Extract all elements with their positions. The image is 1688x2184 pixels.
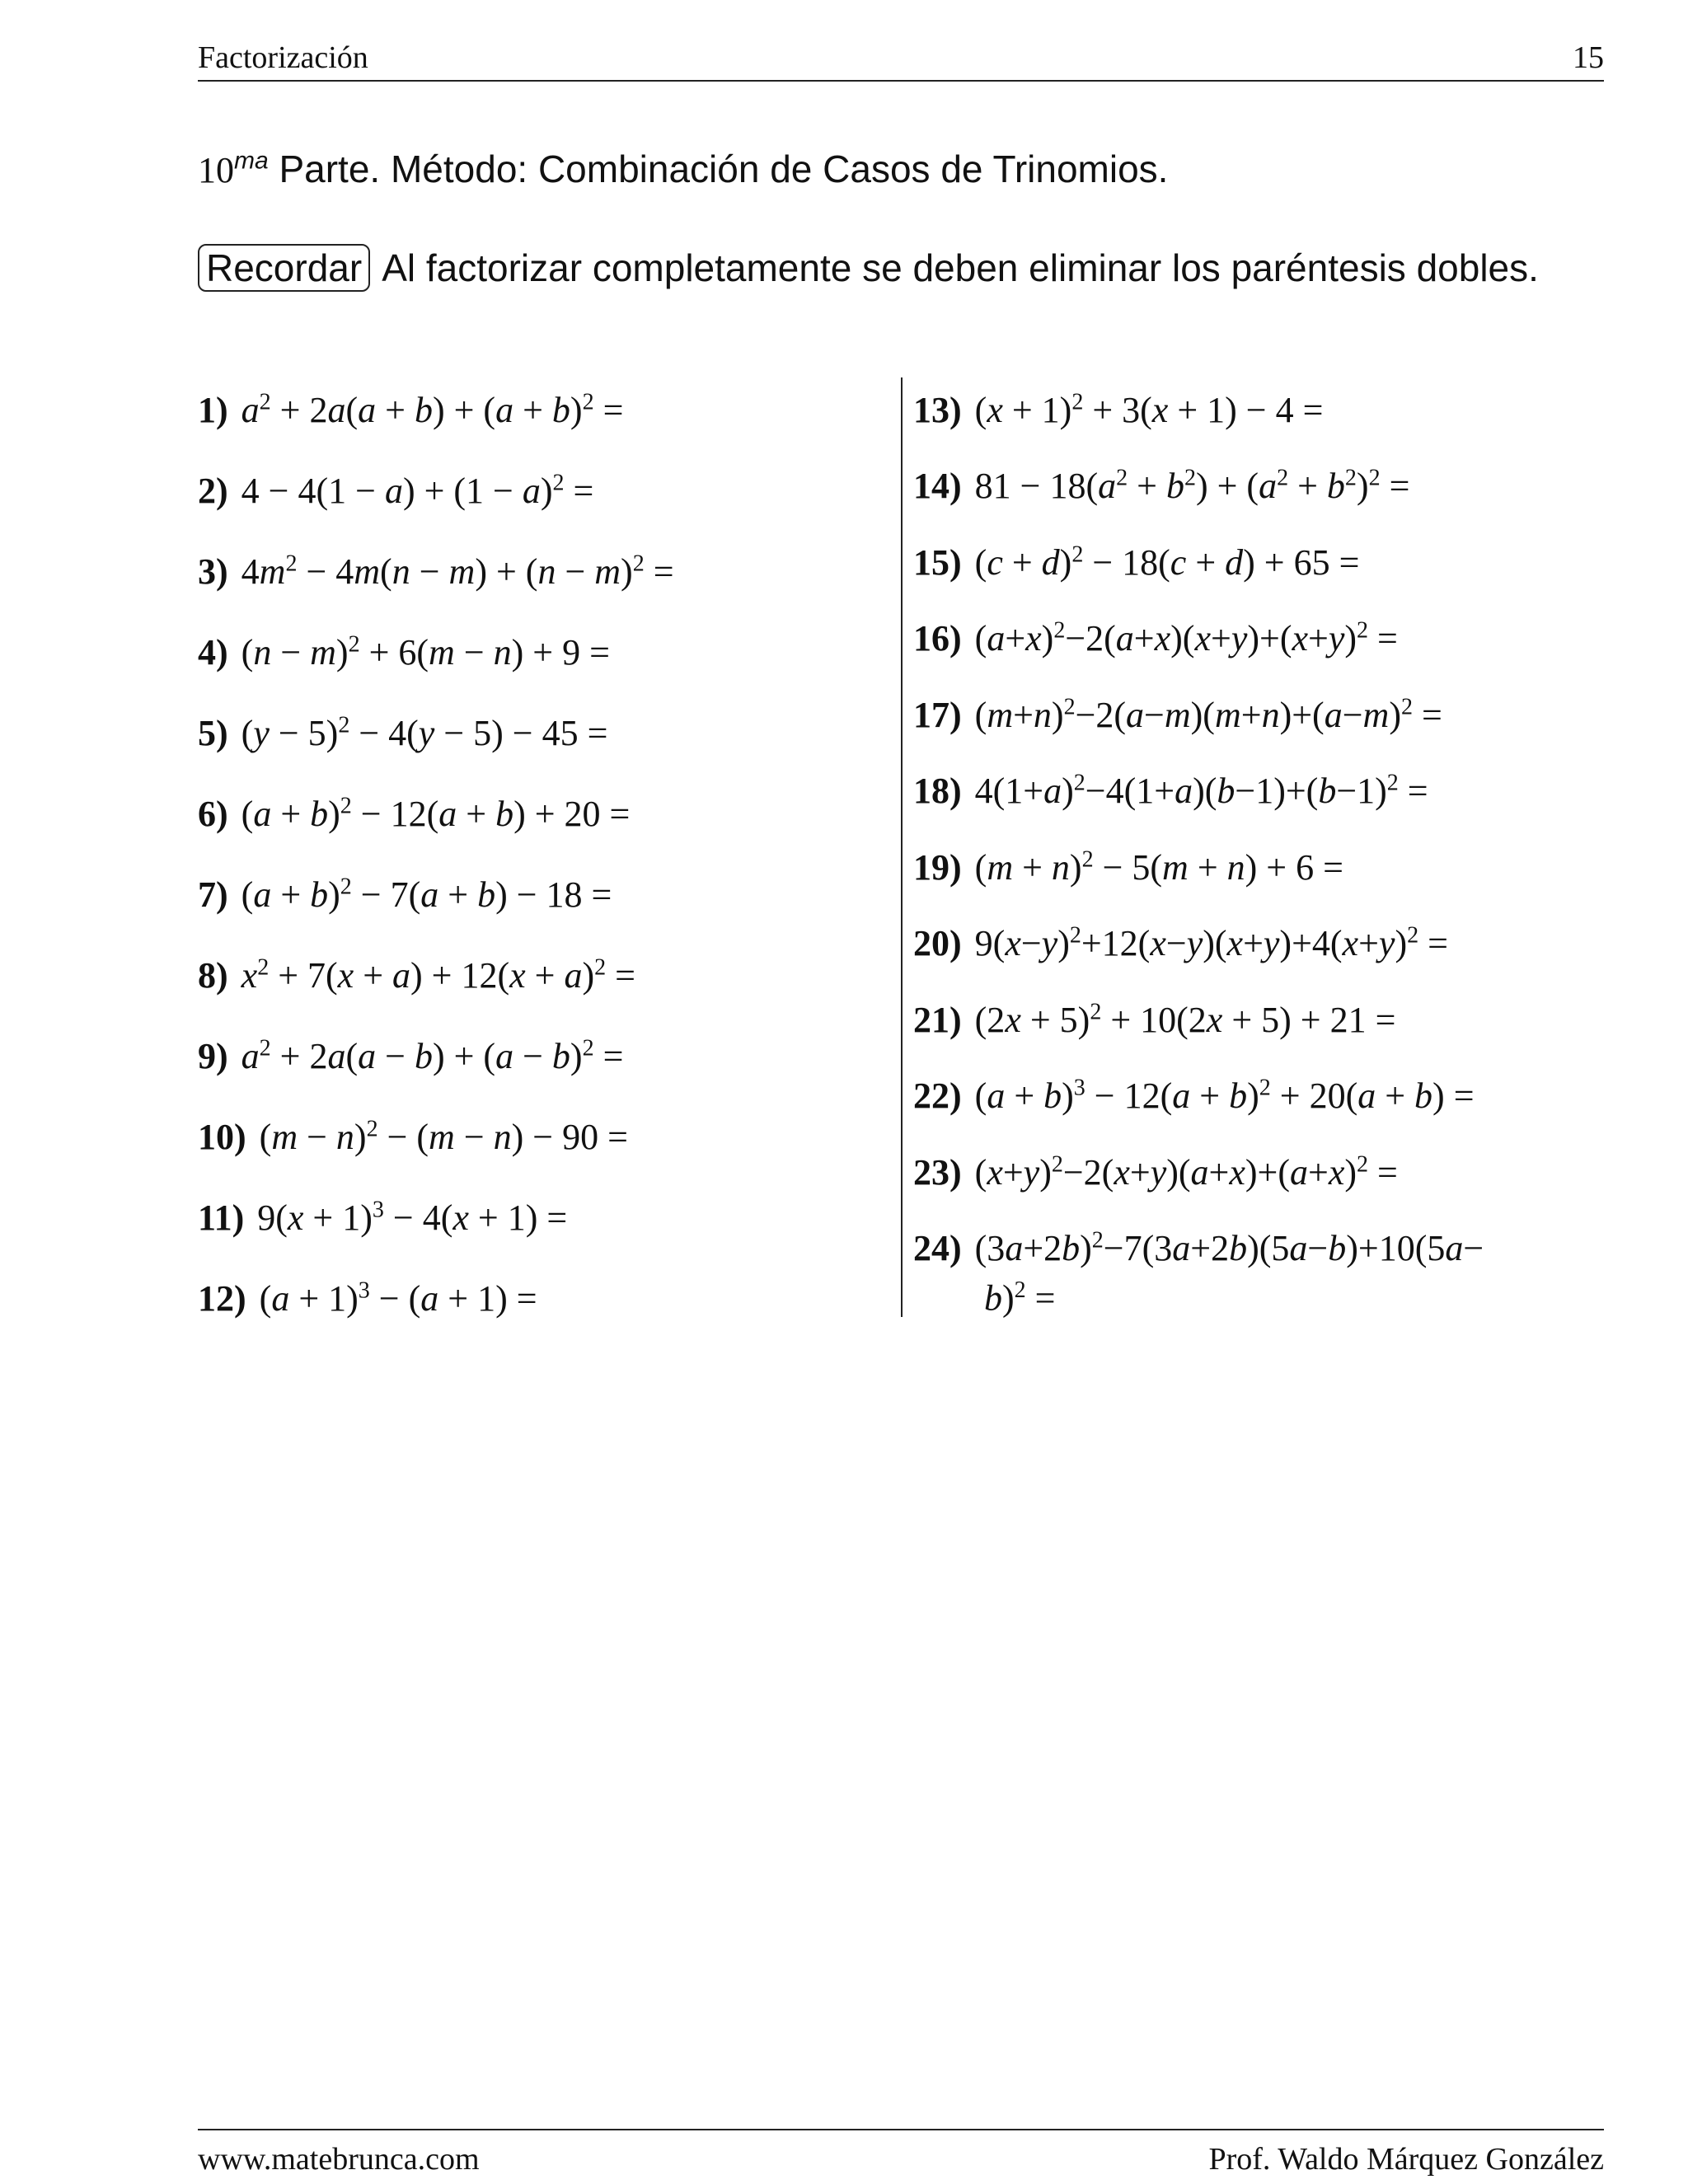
exercise-expression: $(3a+2b)^2-7(3a+2b)(5a-b)+10(5a-$: [974, 1227, 1484, 1269]
column-divider: [901, 377, 903, 1317]
exercise-item: [913, 1216, 1484, 1319]
exercise-item: [913, 454, 1409, 512]
exercise-item: [198, 620, 610, 677]
exercise-item: [198, 943, 635, 1001]
exercise-item: [913, 1140, 1398, 1197]
exercise-expression-continued: b)$^2$ =: [984, 1277, 1056, 1319]
exercise-item: [913, 377, 1323, 435]
exercise-expression: $x^2 + 7(x + a) + 12(x + a)^2$ =: [241, 954, 635, 996]
exercise-expression: $(x+y)^2-2(x+y)(a+x)+(a+x)^2$ =: [974, 1151, 1398, 1193]
reminder-label: Recordar: [198, 244, 370, 292]
exercise-number: 12): [198, 1277, 246, 1319]
exercise-expression: $(a + b)^3 - 12(a + b)^2 + 20(a + b)$ =: [974, 1075, 1475, 1117]
exercise-number: 1): [198, 389, 228, 430]
exercise-item: [198, 539, 674, 597]
exercise-number: 11): [198, 1197, 245, 1238]
exercise-number: 2): [198, 470, 228, 511]
exercise-expression: $(n - m)^2 + 6(m - n) + 9$ =: [241, 631, 610, 673]
exercise-number: 20): [913, 923, 962, 964]
part-title-text: Parte. Método: Combinación de Casos de Trinomios.: [268, 148, 1169, 190]
exercise-number: 21): [913, 999, 962, 1040]
exercise-expression: $9(x + 1)^3 - 4(x + 1)$ =: [257, 1197, 568, 1238]
exercise-item: [198, 781, 630, 839]
exercise-number: 24): [913, 1228, 962, 1269]
page-header: [198, 40, 1604, 76]
exercise-number: 22): [913, 1076, 962, 1117]
exercise-expression: $4(1+a)^2-4(1+a)(b-1)+(b-1)^2$ =: [974, 770, 1428, 812]
exercise-number: 19): [913, 846, 962, 888]
exercise-item: [913, 987, 1395, 1045]
footer-author: Prof. Waldo Márquez González: [1208, 2142, 1604, 2177]
exercise-number: 6): [198, 793, 228, 834]
exercise-number: 4): [198, 631, 228, 673]
exercise-expression: $9(x-y)^2+12(x-y)(x+y)+4(x+y)^2$ =: [974, 922, 1448, 964]
header-rule: [198, 80, 1604, 82]
exercise-expression: $4 - 4(1 - a) + (1 - a)^2$ =: [241, 470, 594, 511]
exercise-item: [198, 1185, 567, 1243]
page-footer: [198, 2141, 1604, 2177]
exercise-expression: $a^2 + 2a(a - b) + (a - b)^2$ =: [241, 1035, 624, 1076]
exercise-number: 17): [913, 694, 962, 735]
exercise-expression: $(a + b)^2 - 12(a + b) + 20$ =: [241, 793, 631, 834]
exercise-item: [198, 1024, 623, 1081]
exercise-number: 9): [198, 1035, 228, 1076]
exercise-number: 7): [198, 874, 228, 915]
exercise-number: 3): [198, 551, 228, 592]
exercise-expression: $(c + d)^2 - 18(c + d) + 65$ =: [974, 541, 1360, 583]
exercise-item: [913, 607, 1398, 664]
exercise-expression: $(m + n)^2 - 5(m + n) + 6$ =: [974, 846, 1343, 888]
section-title: [198, 147, 1168, 191]
exercise-expression: $4m^2 - 4m(n - m) + (n - m)^2$ =: [241, 551, 674, 592]
exercise-item: [198, 862, 612, 920]
exercise-expression: $(2x + 5)^2 + 10(2x + 5) + 21$ =: [974, 999, 1396, 1040]
exercise-expression: $a^2 + 2a(a + b) + (a + b)^2$ =: [241, 389, 624, 430]
reminder-line: [198, 244, 1539, 292]
reminder-text: Al factorizar completamente se deben eliminar los paréntesis dobles.: [382, 246, 1539, 289]
exercise-number: 23): [913, 1151, 962, 1193]
exercise-number: 14): [913, 466, 962, 507]
footer-website: www.matebrunca.com: [198, 2142, 480, 2177]
exercise-item: [198, 1266, 537, 1324]
exercise-number: 18): [913, 771, 962, 812]
exercise-expression: $(a + b)^2 - 7(a + b) - 18$ =: [241, 874, 612, 915]
exercise-item: [913, 912, 1448, 969]
exercise-item: [913, 1064, 1475, 1122]
exercise-number: 15): [913, 541, 962, 583]
exercise-expression: $(y - 5)^2 - 4(y - 5) - 45$ =: [241, 712, 608, 753]
exercise-number: 10): [198, 1116, 246, 1157]
exercise-item: [913, 759, 1428, 817]
exercise-item: [913, 682, 1442, 740]
exercise-expression: $(a+x)^2-2(a+x)(x+y)+(x+y)^2$ =: [974, 617, 1398, 659]
exercise-expression: $(a + 1)^3 - (a + 1)$ =: [259, 1277, 537, 1319]
footer-rule: [198, 2129, 1604, 2130]
exercise-expression: $81 - 18(a^2 + b^2) + (a^2 + b^2)^2$ =: [974, 465, 1410, 507]
part-ordinal-sup: ma: [234, 147, 269, 175]
exercise-item: [198, 1104, 628, 1162]
exercise-expression: $(m - n)^2 - (m - n) - 90$ =: [259, 1116, 628, 1157]
part-ordinal: 10: [198, 150, 234, 190]
page-number: 15: [1573, 40, 1604, 75]
exercise-number: 16): [913, 618, 962, 659]
exercise-item: [913, 530, 1359, 588]
exercise-number: 13): [913, 389, 962, 430]
exercise-number: 8): [198, 954, 228, 996]
exercise-item: [198, 377, 623, 435]
exercise-item: [913, 835, 1343, 893]
exercise-number: 5): [198, 712, 228, 753]
header-title: Factorización: [198, 40, 368, 75]
exercise-item: [198, 701, 607, 758]
exercise-item: [198, 458, 593, 516]
exercise-expression: $(m+n)^2-2(a-m)(m+n)+(a-m)^2$ =: [974, 694, 1442, 735]
exercise-expression: $(x + 1)^2 + 3(x + 1) - 4$ =: [974, 389, 1324, 430]
